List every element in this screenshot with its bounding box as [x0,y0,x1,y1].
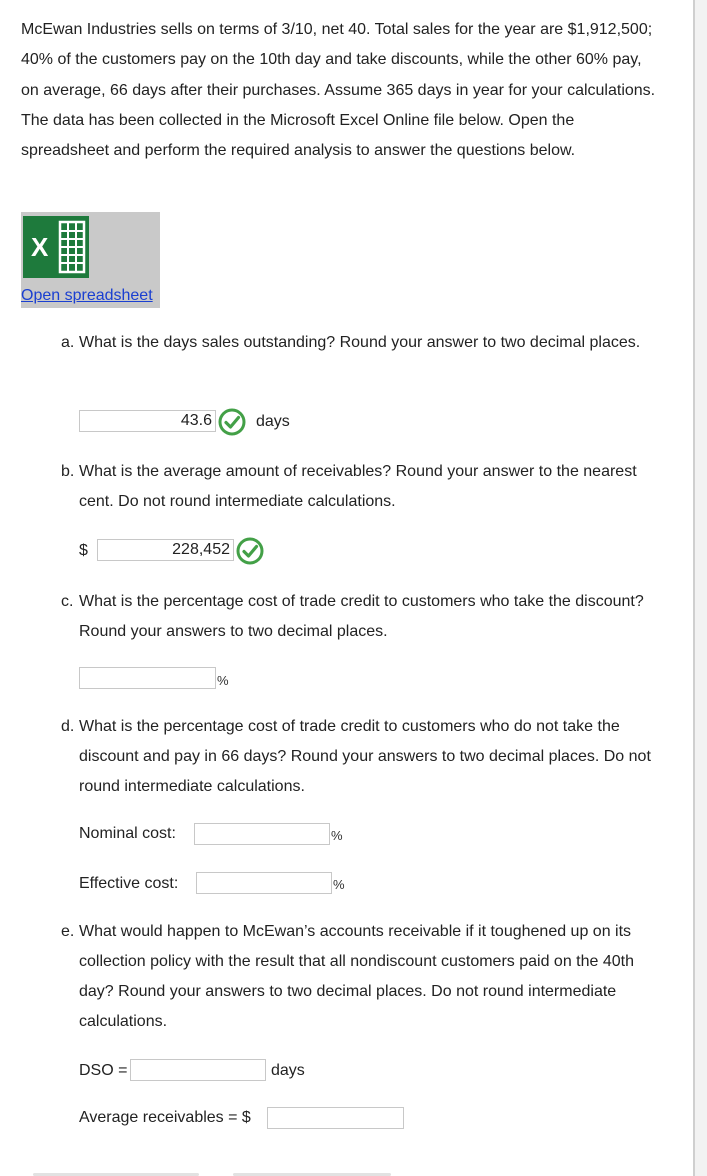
question-e-label: e. [61,923,75,940]
question-b-text: What is the average amount of receivables? Round your answer to the nearest cent. Do not round intermediate calculations. [79,463,637,510]
question-a [61,328,661,358]
effective-cost-label: Effective cost: [79,875,179,892]
dso-unit: days [256,413,290,430]
excel-icon[interactable] [23,216,89,280]
new-receivables-input[interactable] [267,1107,404,1129]
question-e [61,917,661,1037]
excel-attachment[interactable] [21,212,160,308]
question-d-text: What is the percentage cost of trade credit to customers who do not take the discount and pay in 66 days? Round your answers to two decimal places. Do not round intermediate calculations. [79,718,651,795]
effective-cost-input[interactable] [196,872,332,894]
open-spreadsheet-link[interactable]: Open spreadsheet [21,287,153,304]
correct-check-icon [236,537,264,565]
question-c-label: c. [61,593,74,610]
question-e-text: What would happen to McEwan’s accounts receivable if it toughened up on its collection policy with the result that all nondiscount customers paid on the 40th day? Round your answers to two decimal places. Do not round intermediate calculations. [79,923,634,1030]
nominal-cost-input[interactable] [194,823,330,845]
question-a-text: What is the days sales outstanding? Round your answer to two decimal places. [79,334,641,351]
new-dso-input[interactable] [130,1059,266,1081]
receivables-answer-input[interactable] [97,539,234,561]
problem-statement: McEwan Industries sells on terms of 3/10, net 40. Total sales for the year are $1,912,500; 40% of the customers pay on the 10th day and take discounts, while the other 60% pay, on average, 66 days after their purchases. Assume 365 days in year for your calculations. The data has been collected in the Microsoft Excel Online file below. Open the spreadsheet and perform the required analysis to answer the questions below. [21,21,656,160]
new-dso-unit: days [271,1062,305,1079]
question-b-label: b. [61,463,75,480]
percent-unit: % [333,877,345,892]
question-c-text: What is the percentage cost of trade credit to customers who take the discount? Round your answers to two decimal places. [79,593,644,640]
new-receivables-label: Average receivables = $ [79,1109,251,1126]
question-c [61,587,661,647]
scrollbar[interactable] [695,0,707,1176]
nominal-cost-label: Nominal cost: [79,825,176,842]
question-b [61,457,661,517]
question-a-label: a. [61,334,75,351]
svg-text:X: X [31,232,49,262]
new-dso-label: DSO = [79,1062,128,1079]
currency-prefix: $ [79,542,88,559]
question-d-label: d. [61,718,75,735]
percent-unit: % [331,828,343,843]
dso-answer-input[interactable] [79,410,216,432]
discount-cost-input[interactable] [79,667,216,689]
percent-unit: % [217,673,229,688]
correct-check-icon [218,408,246,436]
question-d [61,712,661,802]
